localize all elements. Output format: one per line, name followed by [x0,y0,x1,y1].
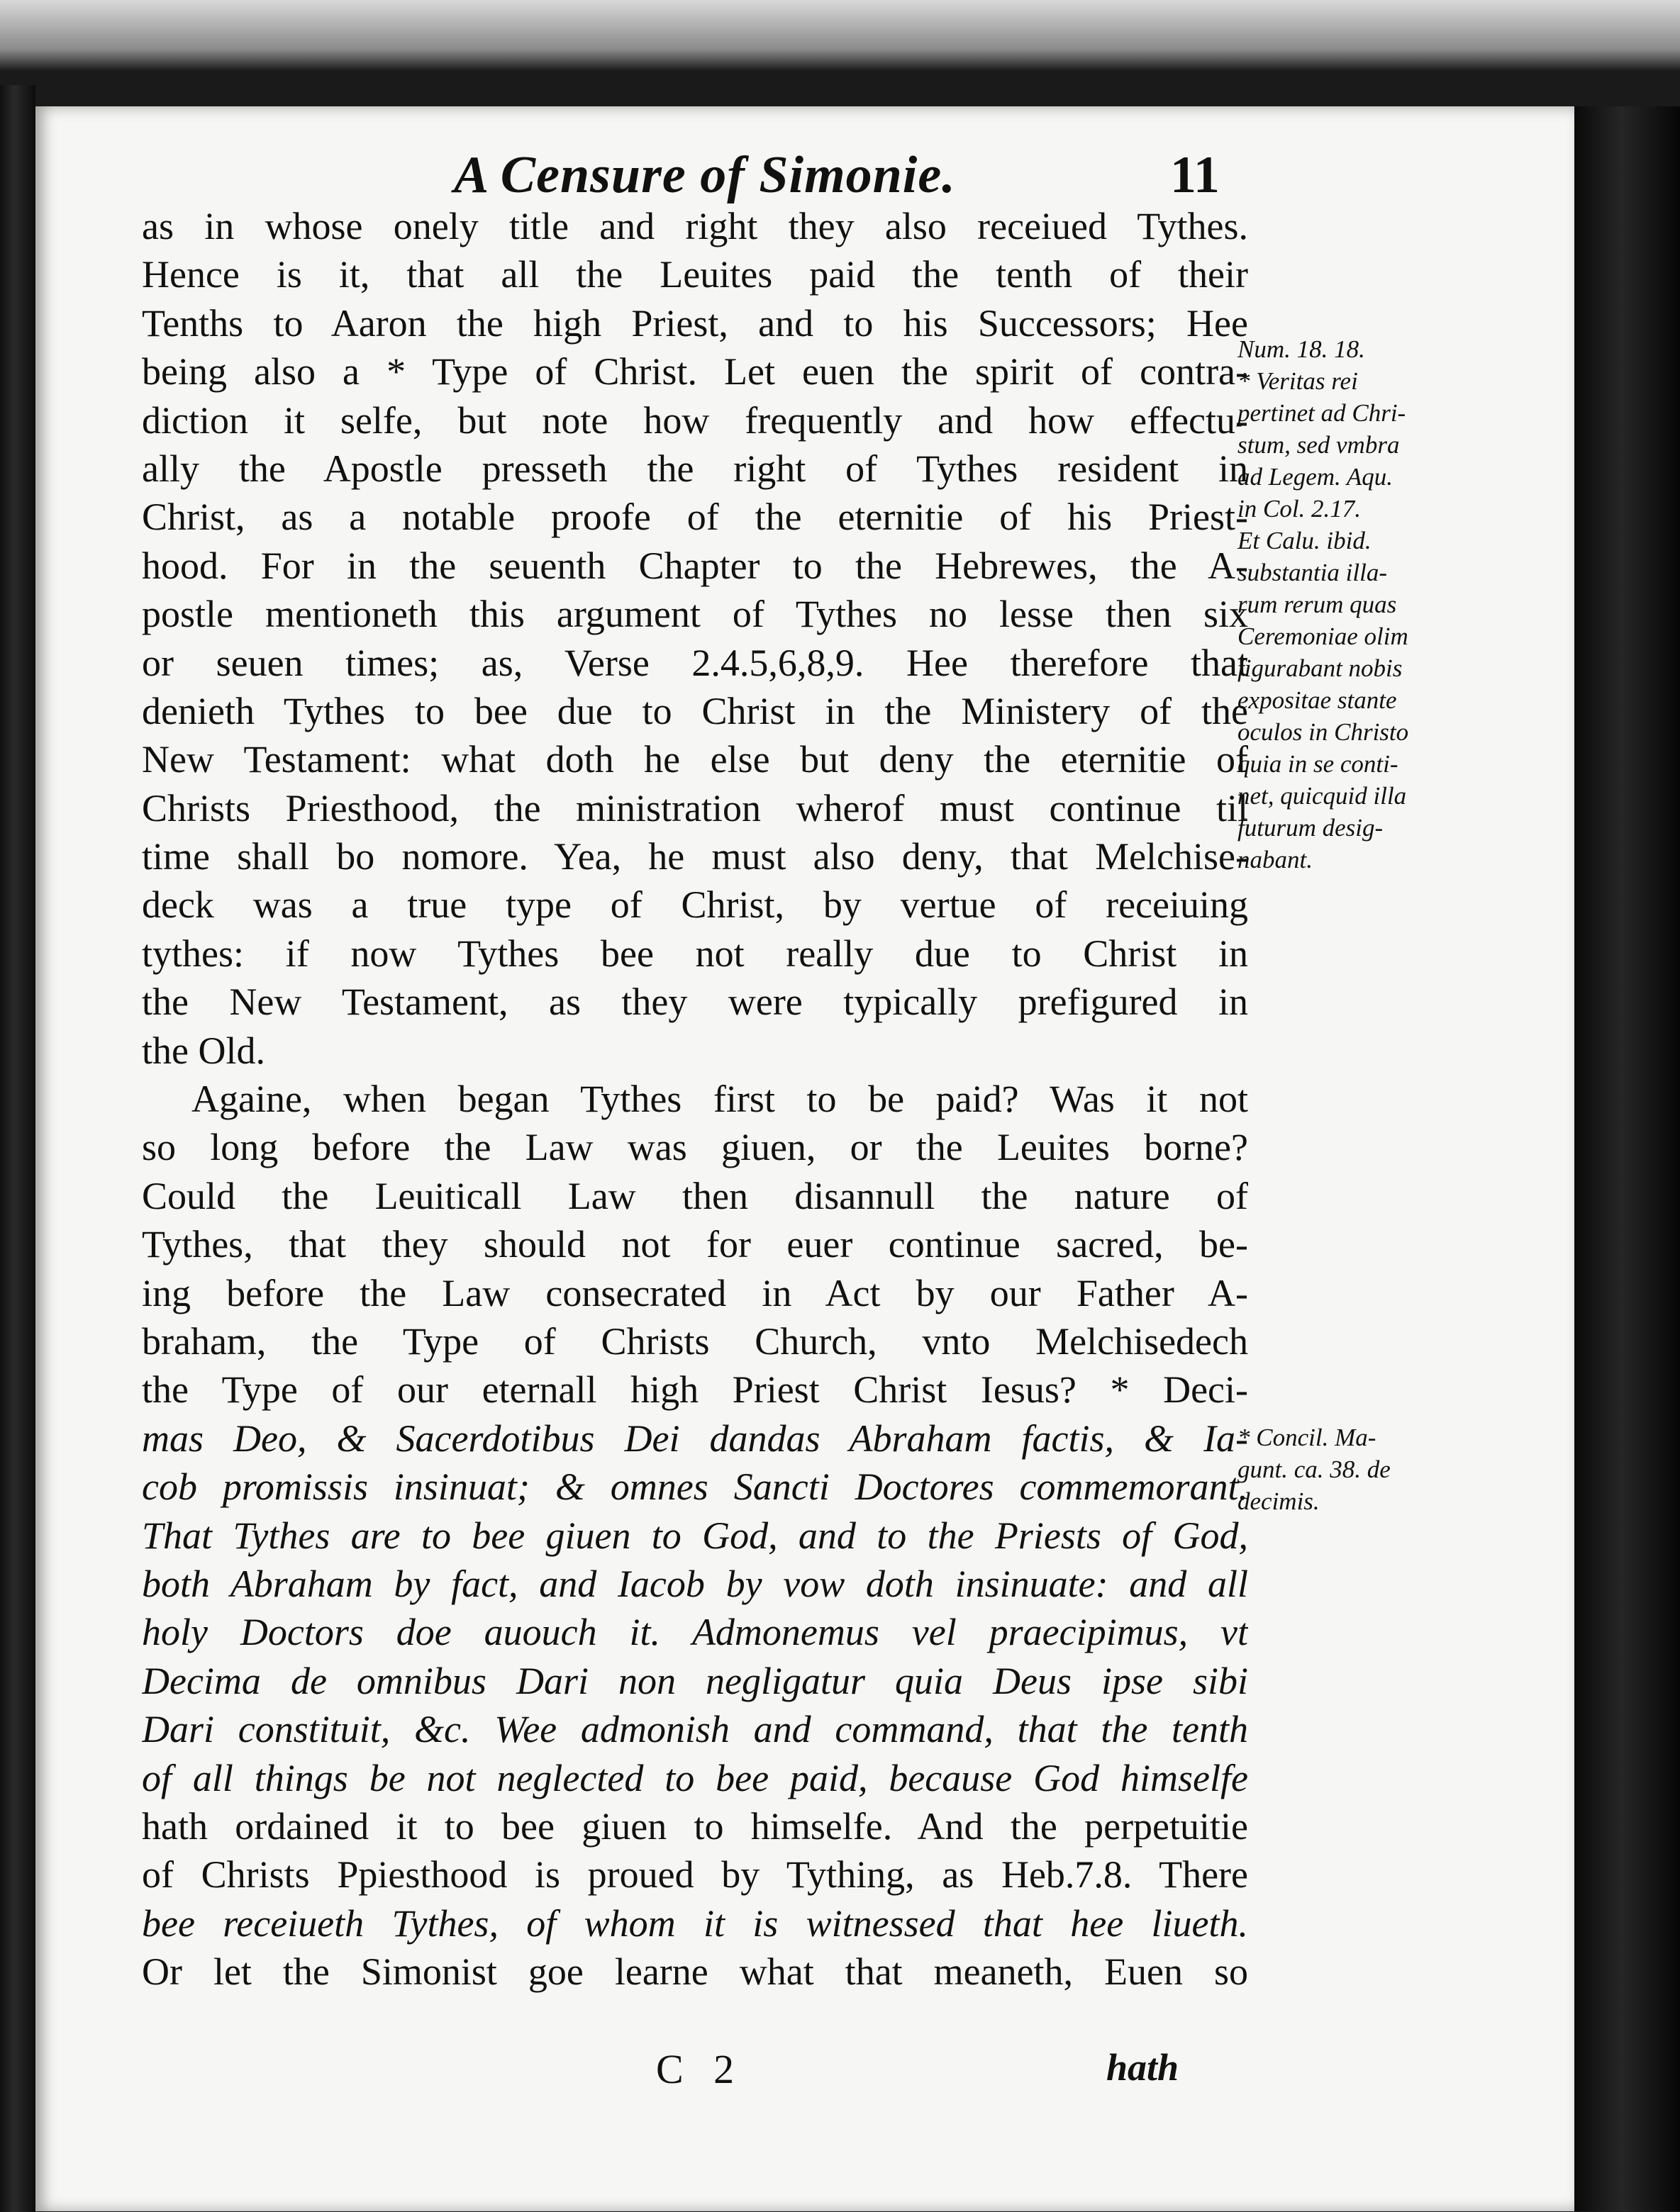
margin-note-line: * Veritas rei [1237,367,1358,395]
margin-note-concil [1237,1421,1472,1517]
margin-note-line: decimis. [1237,1487,1320,1515]
translation-line: of all things be not neglected to bee paid, because God himselfe [142,1756,1248,1799]
text-line: Or let the Simonist goe learne what that meaneth, Euen so [142,1950,1248,1994]
text-line: tythes: if now Tythes bee not really due to Christ in [142,932,1248,975]
text-line: the New Testament, as they were typically prefigured in [142,981,1248,1024]
margin-note-line: gunt. ca. 38. de [1237,1456,1391,1483]
margin-note-line: nabant. [1237,846,1313,873]
text-line: of Christs Ppiesthood is proued by Tything, as Heb.7.8. There [142,1853,1248,1897]
margin-note-line: substantia illa- [1237,559,1387,586]
margin-note-line: Et Calu. ibid. [1237,527,1372,554]
latin-quote-line: Decima de omnibus Dari non negligatur quia Deus ipse sibi [142,1659,1248,1702]
margin-note-line: pertinet ad Chri- [1237,399,1406,427]
text-line: denieth Tythes to bee due to Christ in the Ministery of the [142,689,1248,732]
margin-note-line: rum rerum quas [1237,591,1397,618]
text-line: hood. For in the seuenth Chapter to the Hebrewes, the A- [142,544,1248,587]
text-line: the Old. [142,1029,265,1072]
margin-note-line: net, quicquid illa [1237,782,1407,810]
facing-page-edge [0,85,35,2212]
text-line: time shall bo nomore. Yea, he must also deny, that Melchise- [142,835,1248,878]
book-spine-gutter [1574,106,1680,2211]
text-line: hath ordained it to bee giuen to himselfe. And the perpetuitie [142,1804,1248,1848]
text-line: Could the Leuiticall Law then disannull the nature of [142,1174,1248,1217]
text-line: deck was a true type of Christ, by vertue of receiuing [142,883,1248,927]
margin-note-num-18 [1237,333,1472,876]
text-line: ally the Apostle presseth the right of Tythes resident in [142,447,1248,490]
latin-quote-line: Dari constituit, &c. Wee admonish and command, that the tenth [142,1708,1248,1751]
text-line: ing before the Law consecrated in Act by our Father A- [142,1271,1248,1314]
text-line: Christ, as a notable proofe of the eternitie of his Priest- [142,496,1248,539]
latin-quote-line: cob promissis insinuat; & omnes Sancti Doctores commemorant. [142,1465,1248,1509]
text-line: so long before the Law was giuen, or the Leuites borne? [142,1126,1248,1169]
text-line: being also a * Type of Christ. Let euen the spirit of contra- [142,350,1248,393]
text-line: holy Doctors doe auouch it. Admonemus vel praecipimus, vt [142,1611,1248,1654]
scan-background-top [0,0,1680,71]
margin-note-line: expositae stante [1237,686,1397,714]
text-line: diction it selfe, but note how frequently and how effectu- [142,398,1248,442]
text-line: braham, the Type of Christs Church, vnto Melchisedech [142,1319,1248,1363]
paragraph-first-line: Againe, when began Tythes first to be paid? Was it not [191,1078,1248,1121]
margin-note-line: Ceremoniae olim [1237,622,1408,650]
translation-line: both Abraham by fact, and Iacob by vow doth insinuate: and all [142,1562,1248,1605]
text-line: Tythes, that they should not for euer continue sacred, be- [142,1223,1248,1266]
margin-note-line: stum, sed vmbra [1237,431,1400,459]
margin-note-line: figurabant nobis [1237,654,1403,682]
text-line: New Testament: what doth he else but deny the eternitie of [142,738,1248,781]
margin-note-line: futurum desig- [1237,814,1384,842]
margin-note-line: in Col. 2.17. [1237,495,1362,523]
text-line: the Type of our eternall high Priest Christ Iesus? * Deci- [142,1368,1248,1412]
margin-note-line: Num. 18. 18. [1237,335,1365,363]
text-line: postle mentioneth this argument of Tythes no lesse then six [142,593,1248,636]
margin-note-line: * Concil. Ma- [1237,1424,1376,1451]
signature-mark: C 2 [656,2046,745,2092]
margin-note-line: oculos in Christo [1237,718,1409,746]
running-head: A Censure of Simonie. [454,146,956,204]
text-line: as in whose onely title and right they also receiued Tythes. [142,205,1248,247]
margin-note-line: ad Legem. Aqu. [1237,463,1393,491]
catchword: hath [1106,2046,1179,2089]
text-line: or seuen times; as, Verse 2.4.5,6,8,9. Hee therefore that [142,641,1248,684]
text-line: Hence is it, that all the Leuites paid the tenth of their [142,253,1248,296]
body-text [142,202,1248,1996]
text-line: Christs Priesthood, the ministration wherof must continue til [142,786,1248,830]
margin-note-line: quia in se conti- [1237,750,1398,778]
latin-quote-line: mas Deo, & Sacerdotibus Dei dandas Abraham factis, & Ia- [142,1417,1248,1460]
scripture-quote-line: bee receiueth Tythes, of whom it is witnessed that hee liueth. [142,1901,1248,1945]
translation-line: That Tythes are to bee giuen to God, and to the Priests of God, [142,1514,1248,1557]
text-line: Tenths to Aaron the high Priest, and to his Successors; Hee [142,301,1248,345]
page-number: 11 [1170,146,1220,204]
